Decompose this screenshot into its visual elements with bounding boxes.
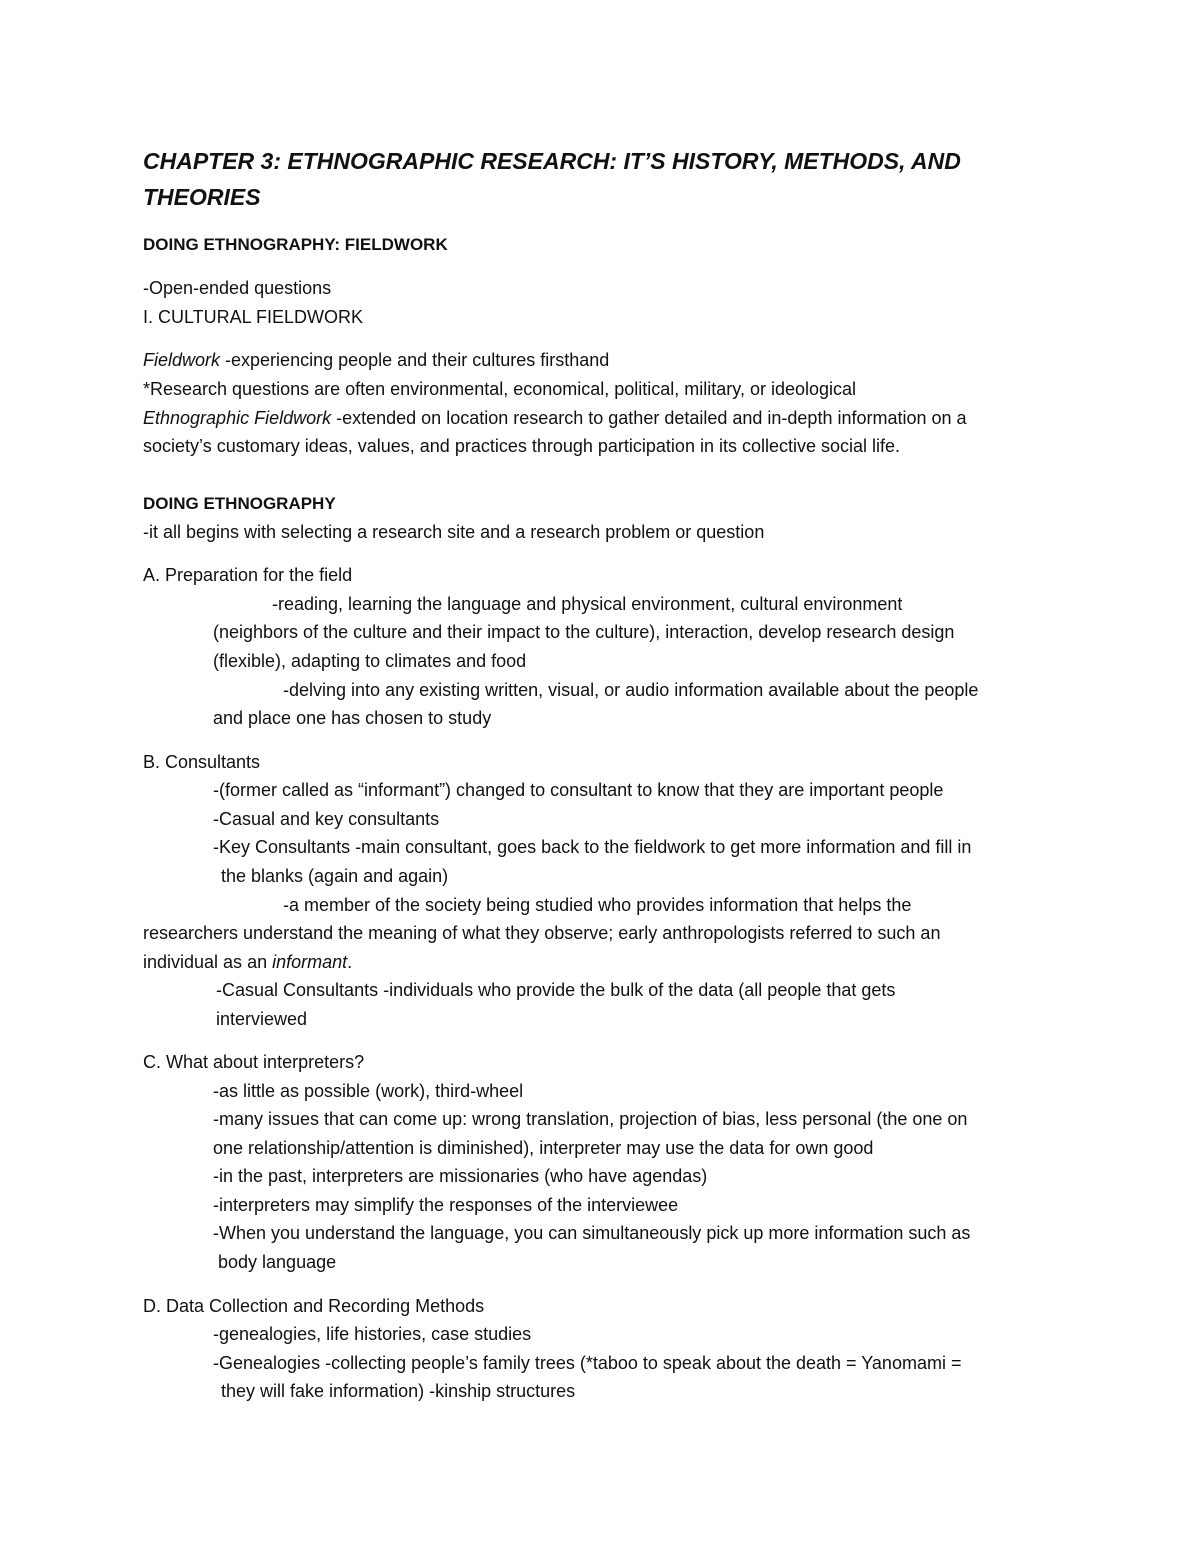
- subheading-b: B. Consultants: [143, 752, 261, 772]
- text-run: individual as an: [143, 952, 273, 972]
- text-line: -Key Consultants -main consultant, goes back to the fieldwork to get more information and fill in: [213, 837, 972, 857]
- text-line: -interpreters may simplify the responses of the interviewee: [213, 1195, 679, 1215]
- subheading-a: A. Preparation for the field: [143, 565, 353, 585]
- term-fieldwork: Fieldwork: [143, 350, 221, 370]
- text-line: researchers understand the meaning of what they observe; early anthropologists referred to such an: [143, 923, 941, 943]
- chapter-title-line-2: THEORIES: [143, 184, 261, 210]
- definition-text: -experiencing people and their cultures firsthand: [220, 350, 610, 370]
- text-line: they will fake information) -kinship structures: [221, 1381, 576, 1401]
- text-line: -Open-ended questions: [143, 278, 332, 298]
- definition-ethnographic-fieldwork: [143, 409, 967, 427]
- text-line: -it all begins with selecting a research site and a research problem or question: [143, 522, 765, 542]
- text-line: -reading, learning the language and physical environment, cultural environment: [272, 594, 903, 614]
- term-ethnographic-fieldwork: Ethnographic Fieldwork: [143, 408, 332, 428]
- section-heading-doing-ethnography: DOING ETHNOGRAPHY: [143, 494, 336, 513]
- text-line: *Research questions are often environmental, economical, political, military, or ideological: [143, 379, 857, 399]
- text-line: -Casual and key consultants: [213, 809, 440, 829]
- text-line: I. CULTURAL FIELDWORK: [143, 307, 364, 327]
- text-line: -(former called as “informant”) changed to consultant to know that they are important people: [213, 780, 944, 800]
- section-heading-fieldwork: DOING ETHNOGRAPHY: FIELDWORK: [143, 235, 448, 254]
- text-line: (neighbors of the culture and their impact to the culture), interaction, develop research design: [213, 622, 955, 642]
- text-line: -a member of the society being studied who provides information that helps the: [283, 895, 912, 915]
- subheading-c: C. What about interpreters?: [143, 1052, 365, 1072]
- text-line: [143, 953, 352, 971]
- term-informant: informant: [272, 952, 348, 972]
- text-line: -many issues that can come up: wrong translation, projection of bias, less personal (the one on: [213, 1109, 968, 1129]
- definition-fieldwork: [143, 351, 609, 369]
- text-line: -When you understand the language, you can simultaneously pick up more information such as: [213, 1223, 971, 1243]
- text-line: and place one has chosen to study: [213, 708, 492, 728]
- text-line: (flexible), adapting to climates and food: [213, 651, 527, 671]
- text-line: -in the past, interpreters are missionaries (who have agendas): [213, 1166, 708, 1186]
- definition-text: -extended on location research to gather detailed and in-depth information on a: [331, 408, 967, 428]
- text-line: -genealogies, life histories, case studies: [213, 1324, 532, 1344]
- subheading-d: D. Data Collection and Recording Methods: [143, 1296, 485, 1316]
- text-line: interviewed: [216, 1009, 308, 1029]
- chapter-title-line-1: CHAPTER 3: ETHNOGRAPHIC RESEARCH: IT’S HISTORY, METHODS, AND: [143, 148, 961, 174]
- text-line: -delving into any existing written, visual, or audio information available about the people: [283, 680, 979, 700]
- text-run: .: [347, 952, 353, 972]
- text-line: -Casual Consultants -individuals who provide the bulk of the data (all people that gets: [216, 980, 896, 1000]
- text-line: the blanks (again and again): [221, 866, 449, 886]
- text-line: body language: [218, 1252, 337, 1272]
- text-line: one relationship/attention is diminished), interpreter may use the data for own good: [213, 1138, 874, 1158]
- text-line: -as little as possible (work), third-wheel: [213, 1081, 524, 1101]
- text-line: -Genealogies -collecting people’s family trees (*taboo to speak about the death = Yanomami =: [213, 1353, 962, 1373]
- text-line: society’s customary ideas, values, and practices through participation in its collective social life.: [143, 436, 901, 456]
